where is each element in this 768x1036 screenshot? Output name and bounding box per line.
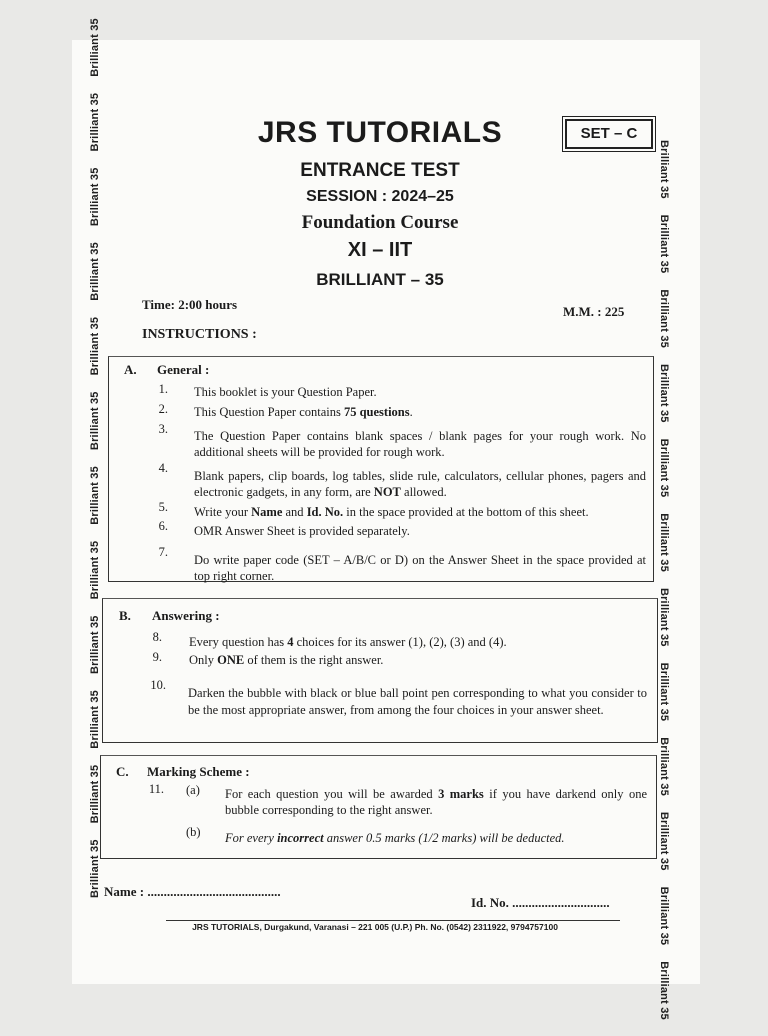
watermark-text: Brilliant 35: [658, 140, 670, 199]
watermark-text: Brilliant 35: [89, 466, 101, 525]
item-number: 5.: [158, 500, 168, 514]
name-field: Name : .........................................: [104, 884, 281, 899]
watermark-text: Brilliant 35: [89, 167, 101, 227]
section-letter: C.: [116, 764, 129, 779]
class-name: XI – IIT: [347, 239, 413, 261]
item-number: 2.: [158, 402, 168, 416]
watermark-text: Brilliant 35: [658, 737, 670, 796]
instruction-item: The Question Paper contains blank spaces / blank pages for your rough work. No additional sheets will be provided for rough work.: [194, 429, 646, 459]
watermark-text: Brilliant 35: [89, 839, 101, 898]
instruction-item: Write your Name and Id. No. in the space provided at the bottom of this sheet.: [194, 505, 589, 519]
sub-item-label: (a): [186, 783, 200, 797]
section-title: General :: [157, 362, 210, 377]
watermark-text: Brilliant 35: [658, 662, 670, 722]
item-number: 11.: [148, 782, 164, 796]
instruction-item: This booklet is your Question Paper.: [194, 385, 377, 399]
footer-divider: [166, 920, 620, 921]
instruction-item: For each question you will be awarded 3 marks if you have darkend only one bubble corresponding to the right answer.: [225, 787, 648, 817]
watermark-text: Brilliant 35: [658, 438, 670, 498]
instruction-item: Blank papers, clip boards, log tables, slide rule, calculators, cellular phones, pagers and electronic gadgets, in any form, are NOT allowed.: [194, 469, 646, 499]
watermark-text: Brilliant 35: [89, 92, 101, 152]
watermark-text: Brilliant 35: [658, 513, 670, 572]
item-number: 7.: [158, 545, 168, 559]
instruction-item: For every incorrect answer 0.5 marks (1/2 marks) will be deducted.: [225, 831, 565, 845]
watermark-text: Brilliant 35: [89, 540, 101, 600]
item-number: 8.: [152, 630, 162, 644]
item-number: 4.: [158, 461, 168, 475]
batch-name: BRILLIANT – 35: [316, 270, 444, 289]
instruction-item: Only ONE of them is the right answer.: [189, 653, 384, 667]
watermark-text: Brilliant 35: [658, 587, 670, 647]
watermark-text: Brilliant 35: [89, 18, 101, 77]
instruction-item: OMR Answer Sheet is provided separately.: [194, 524, 410, 538]
item-number: 6.: [158, 519, 168, 533]
item-number: 3.: [158, 422, 168, 436]
item-number: 9.: [152, 650, 162, 664]
watermark-text: Brilliant 35: [89, 764, 101, 824]
watermark-text: Brilliant 35: [658, 214, 670, 274]
item-number: 1.: [158, 382, 168, 396]
section-letter: A.: [124, 362, 137, 377]
sub-item-label: (b): [186, 825, 201, 839]
footer-address: JRS TUTORIALS, Durgakund, Varanasi – 221 005 (U.P.) Ph. No. (0542) 2311922, 9794757100: [192, 922, 558, 932]
instruction-item: Do write paper code (SET – A/B/C or D) on the Answer Sheet in the space provided at top right corner.: [194, 553, 646, 583]
session: SESSION : 2024–25: [306, 188, 454, 205]
instruction-item: Every question has 4 choices for its answer (1), (2), (3) and (4).: [189, 635, 507, 649]
watermark-text: Brilliant 35: [658, 961, 670, 1020]
instructions-heading: INSTRUCTIONS :: [142, 327, 257, 342]
id-number-field: Id. No. ..............................: [471, 895, 610, 910]
max-marks: M.M. : 225: [563, 304, 625, 319]
section-letter: B.: [119, 608, 131, 623]
watermark-text: Brilliant 35: [658, 363, 670, 423]
item-number: 10.: [150, 678, 166, 692]
set-badge: SET – C: [565, 119, 653, 149]
time-allowed: Time: 2:00 hours: [142, 297, 238, 312]
watermark-text: Brilliant 35: [658, 811, 670, 871]
course-name: Foundation Course: [301, 212, 459, 233]
watermark-text: Brilliant 35: [658, 289, 670, 348]
institute-title: JRS TUTORIALS: [257, 116, 503, 149]
watermark-text: Brilliant 35: [89, 242, 101, 301]
watermark-text: Brilliant 35: [89, 690, 101, 749]
instruction-item: Darken the bubble with black or blue ball point pen corresponding to what you consider to be the most appropriate answer, from among the four choices in your answer sheet.: [188, 686, 647, 717]
watermark-text: Brilliant 35: [89, 316, 101, 376]
watermark-text: Brilliant 35: [658, 886, 670, 946]
section-title: Answering :: [152, 608, 220, 623]
instruction-item: This Question Paper contains 75 questions.: [194, 405, 413, 419]
section-title: Marking Scheme :: [147, 764, 250, 779]
test-name: ENTRANCE TEST: [300, 160, 460, 181]
watermark-text: Brilliant 35: [89, 615, 101, 675]
watermark-text: Brilliant 35: [89, 391, 101, 451]
